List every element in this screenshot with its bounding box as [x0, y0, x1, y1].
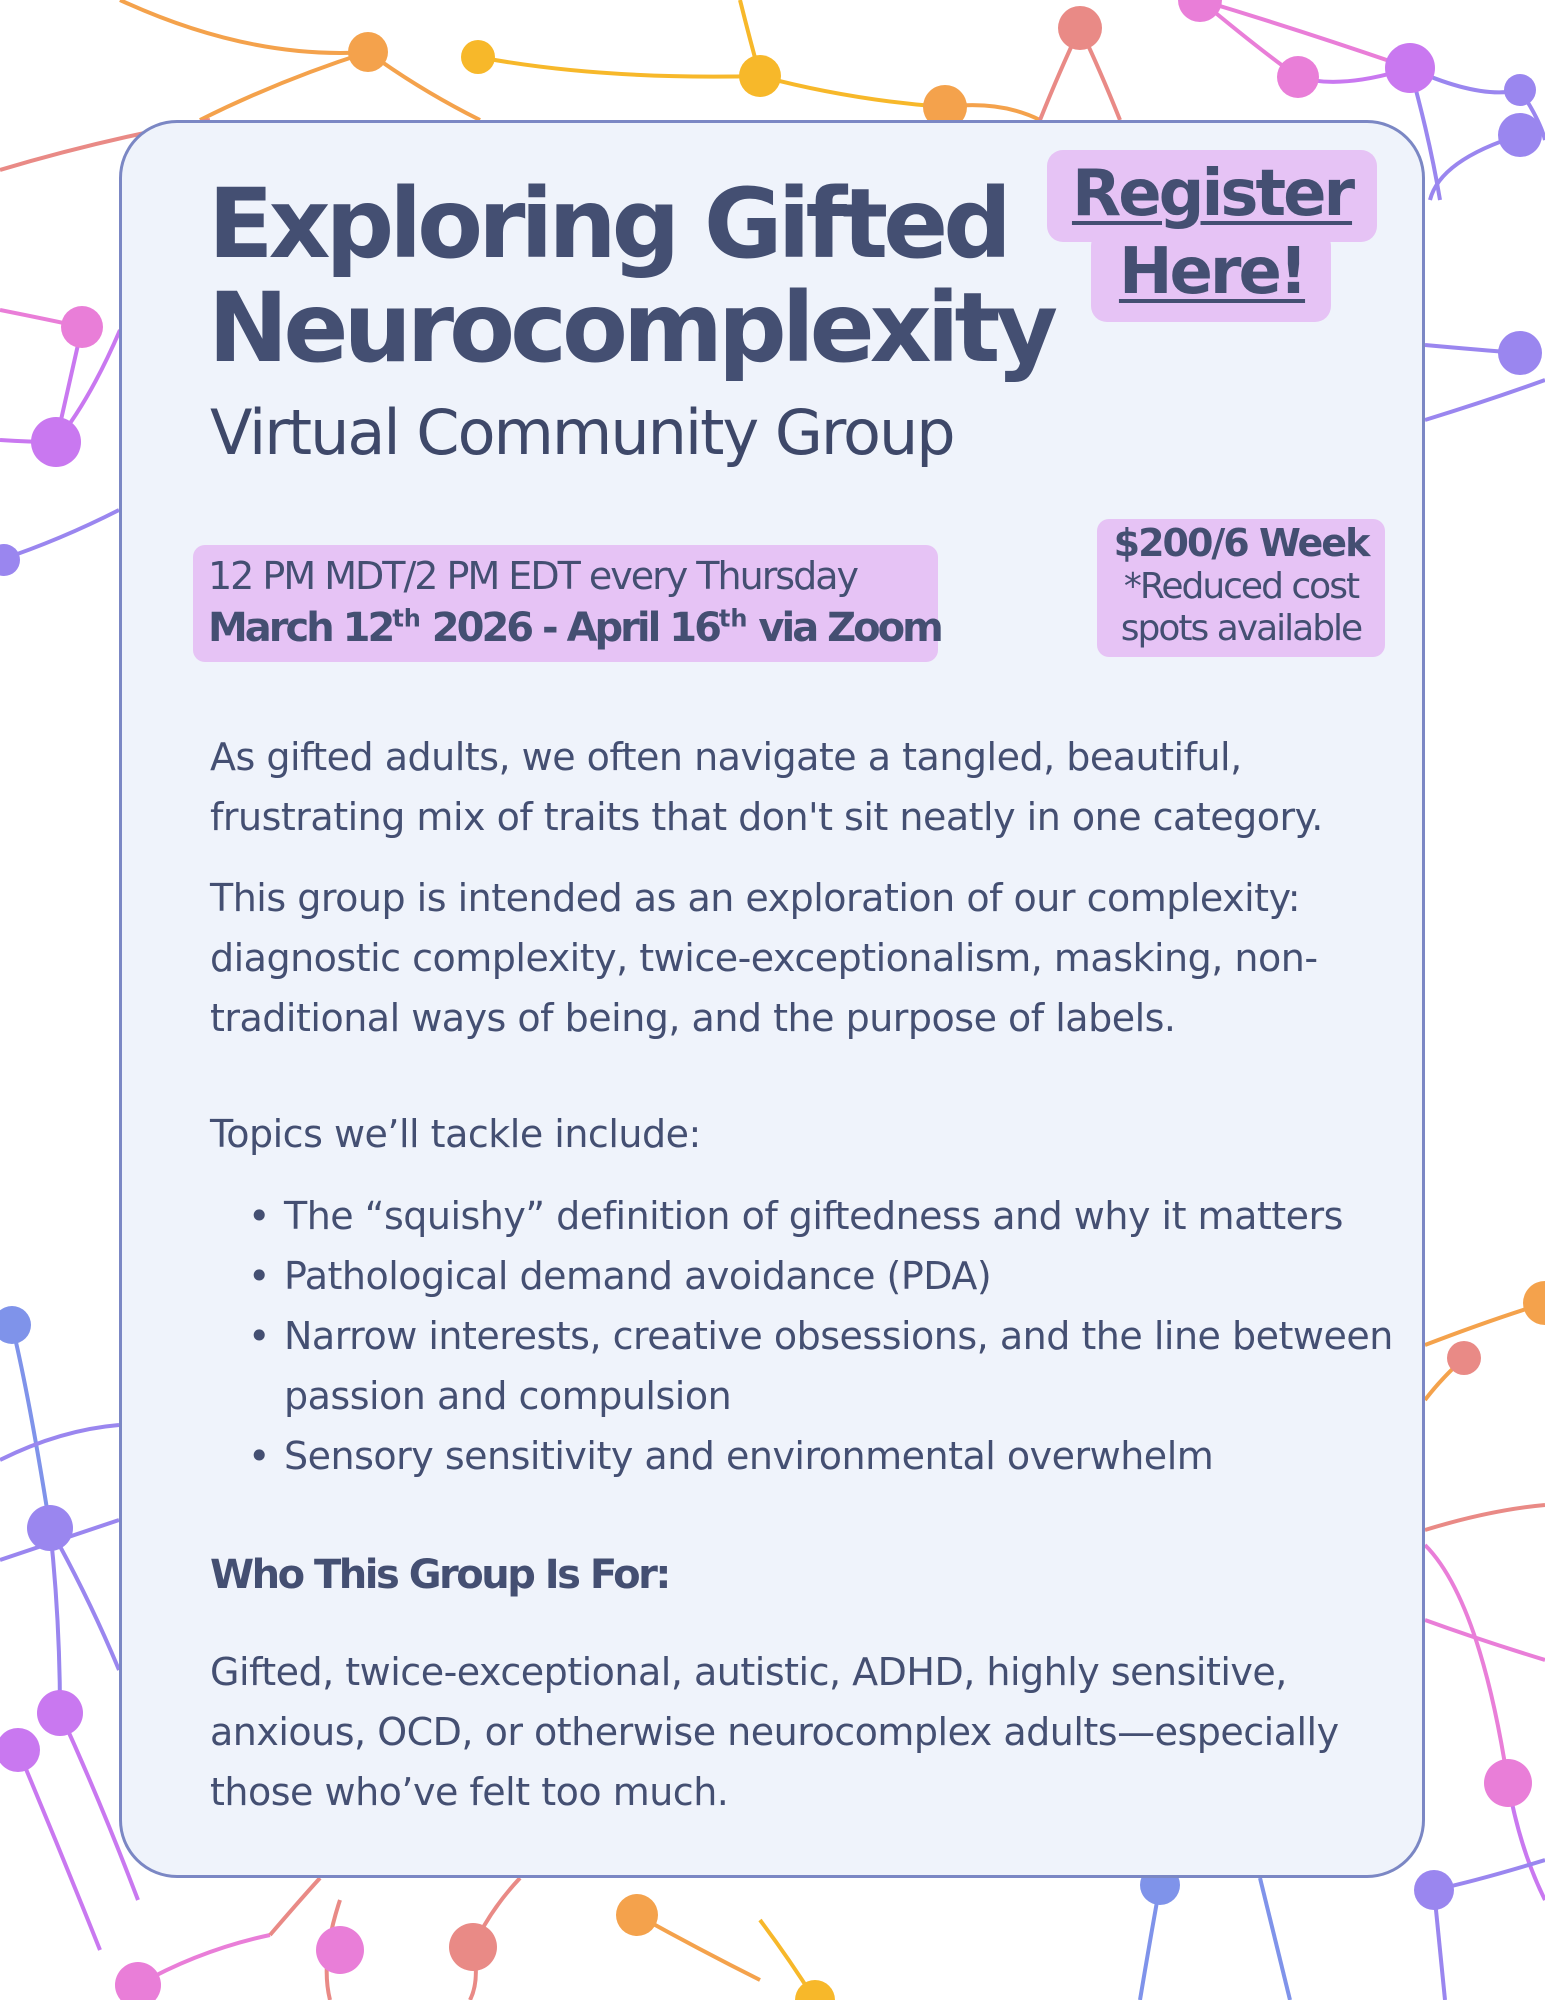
purpose-paragraph: This group is intended as an exploration of our complexity: diagnostic complexity, twice-exceptionalism, masking, non-traditional ways of being, and the purpose of labels.: [210, 876, 1318, 1040]
date-range-end: via Zoom: [747, 605, 941, 651]
start-date-suffix: th: [392, 604, 421, 633]
list-item: • The “squishy” definition of giftedness and why it matters: [284, 1186, 1464, 1246]
register-label-line-1: Register: [1071, 157, 1353, 231]
start-date: March 12: [208, 605, 393, 651]
topics-intro: Topics we’ll tackle include:: [210, 1112, 701, 1156]
schedule-box: [193, 545, 941, 662]
page-title: [208, 168, 1054, 384]
who-heading: Who This Group Is For:: [210, 1552, 669, 1598]
price-note-line-1: *Reduced cost: [1123, 566, 1359, 607]
list-item: • Narrow interests, creative obsessions, and the line between passion and compulsion: [284, 1306, 1464, 1426]
title-line-1: Exploring Gifted: [208, 168, 1007, 280]
register-label-line-2: Here!: [1118, 235, 1306, 309]
schedule-time: 12 PM MDT/2 PM EDT every Thursday: [208, 554, 858, 598]
price-amount: $200/6 Week: [1113, 521, 1369, 565]
who-paragraph: Gifted, twice-exceptional, autistic, ADHD, highly sensitive, anxious, OCD, or otherwise neurocomplex adults—especially those who’ve felt too much.: [210, 1650, 1339, 1814]
end-date-suffix: th: [718, 604, 748, 633]
topics-list: [200, 1186, 1464, 1486]
price-note-line-2: spots available: [1120, 608, 1362, 649]
list-item: • Pathological demand avoidance (PDA): [284, 1246, 1464, 1306]
schedule-dates: [208, 600, 941, 656]
date-range-middle: 2026 - April 16: [420, 605, 719, 651]
intro-paragraph: As gifted adults, we often navigate a tangled, beautiful, frustrating mix of traits that don't sit neatly in one category.: [210, 735, 1323, 839]
subtitle: Virtual Community Group: [210, 396, 954, 469]
price-box: [1097, 519, 1385, 657]
title-line-2: Neurocomplexity: [208, 272, 1054, 384]
register-link[interactable]: [1047, 150, 1377, 318]
list-item: • Sensory sensitivity and environmental overwhelm: [284, 1426, 1464, 1486]
